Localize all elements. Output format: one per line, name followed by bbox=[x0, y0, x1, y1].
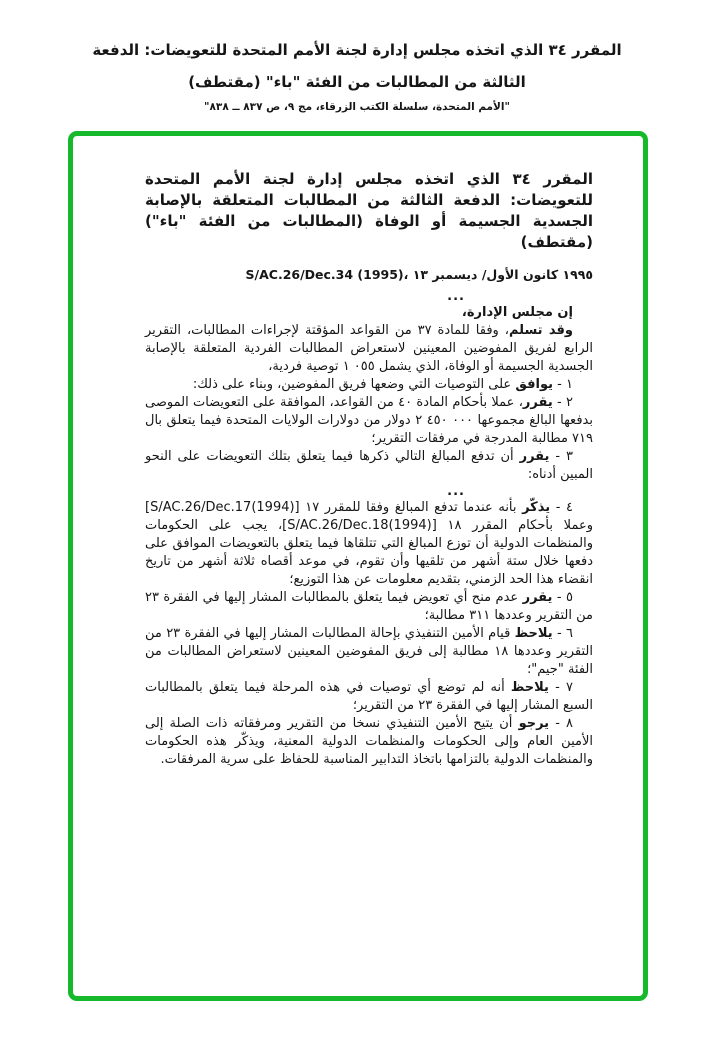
document-content bbox=[145, 169, 593, 769]
paragraph bbox=[145, 304, 593, 322]
paragraph-text: ، وفقا للمادة ٣٧ من القواعد المؤقتة لإجراءات المطالبات، التقرير الرابع لفريق المفوضين المعينين لاستعراض المطالبات الفردية المتعلقة بالإصابة الجسدية الجسيمة أو الوفاة، الذي يشمل ١ ٠٥٥ توصية فردية، bbox=[145, 323, 593, 374]
paragraph-text: ٢ - bbox=[552, 395, 573, 410]
paragraph-text: أن يتيح الأمين التنفيذي نسخا من التقرير ومرفقاته ذات الصلة إلى الأمين العام وإلى الحكومات والمنظمات الدولية المعنية، ويذكّر هذه الحكومات والمنظمات الدولية بالتزامها باتخاذ التدابير المناسبة للحفاظ على سرية المرفقات. bbox=[145, 716, 593, 767]
operative-word: يقرر bbox=[519, 449, 550, 464]
paragraph-text: ٦ - bbox=[552, 626, 573, 641]
page-header-line1: المقرر ٣٤ الذي اتخذه مجلس إدارة لجنة الأمم المتحدة للتعويضات: الدفعة bbox=[92, 41, 622, 59]
page-header-line2: الثالثة من المطالبات من الفئة "باء" (مقتطف) bbox=[188, 73, 526, 91]
paragraph bbox=[145, 589, 593, 625]
operative-word: يلاحظ bbox=[510, 680, 549, 695]
paragraph-text: قيام الأمين التنفيذي بإحالة المطالبات المشار إليها في الفقرة ٢٣ من التقرير وعددها ١٨ مطالبة إلى فريق المفوضين المعينين لاستعراض المطالبات من الفئة "جيم"؛ bbox=[145, 626, 593, 677]
operative-word: يلاحظ bbox=[514, 626, 553, 641]
ellipsis-separator: ... bbox=[447, 289, 465, 304]
document-body bbox=[145, 289, 593, 769]
operative-word: يقرر bbox=[522, 395, 553, 410]
source-citation: "الأمم المتحدة، سلسلة الكتب الزرقاء، مج ٩، ص ٨٣٧ ــ ٨٣٨" bbox=[204, 101, 510, 113]
paragraph-text: ١ - bbox=[553, 377, 573, 392]
paragraph bbox=[145, 625, 593, 679]
paragraph bbox=[145, 394, 593, 448]
paragraph-text: بأنه عندما تدفع المبالغ وفقا للمقرر ١٧ ‎[S/AC.26/Dec.17(1994)]‎ وعملا بأحكام المقرر ١٨ ‎[S/AC.26/Dec.18(1994)]‎، يجب على الحكومات والمنظمات الدولية أن توزع المبالغ التي تتلقاها فيما يتعلق بالتعويضات الموافق على دفعها خلال ستة أشهر من تلقيها وأن تقوم، في موعد أقصاه ثلاثة أشهر من تاريخ انقضاء هذا الحد الزمني، بتقديم معلومات عن هذا التوزيع؛ bbox=[145, 500, 593, 587]
operative-word: إن مجلس الإدارة، bbox=[461, 305, 573, 320]
paragraph-text: أن تدفع المبالغ التالي ذكرها فيما يتعلق بتلك التعويضات على النحو المبين أدناه: bbox=[145, 449, 593, 482]
ellipsis-separator: ... bbox=[447, 484, 465, 499]
paragraph-text: ٤ - bbox=[550, 500, 573, 515]
document-title: المقرر ٣٤ الذي اتخذه مجلس إدارة لجنة الأمم المتحدة للتعويضات: الدفعة الثالثة من المطالبات المتعلقة بالإصابة الجسدية الجسيمة أو الوفاة (المطالبات من الفئة "باء") (مقتطف) bbox=[145, 170, 593, 251]
paragraph-text: عدم منح أي تعويض فيما يتعلق بالمطالبات المشار إليها في الفقرة ٢٣ من التقرير وعددها ٣١١ مطالبة؛ bbox=[145, 590, 593, 623]
document-frame bbox=[68, 131, 648, 1001]
operative-word: يرجو bbox=[518, 716, 550, 731]
operative-word: يوافق bbox=[515, 377, 554, 392]
operative-word: يقرر bbox=[522, 590, 553, 605]
paragraph bbox=[145, 448, 593, 484]
operative-word: وقد تسلم bbox=[508, 323, 573, 338]
paragraph-text: ٣ - bbox=[549, 449, 573, 464]
paragraph-text: ٧ - bbox=[548, 680, 573, 695]
paragraph bbox=[145, 499, 593, 589]
paragraph-text: ، عملا بأحكام المادة ٤٠ من القواعد، الموافقة على التعويضات الموصى بدفعها البالغ مجموعها ٢ ٤٥٠ ٠٠٠ دولار من دولارات الولايات المتحدة فيما يتعلق بال ٧١٩ مطالبة المدرجة في مرفقات التقرير؛ bbox=[145, 395, 593, 446]
operative-word: يذكّر bbox=[522, 500, 551, 515]
page-header bbox=[0, 34, 714, 113]
paragraph-text: على التوصيات التي وضعها فريق المفوضين، وبناء على ذلك: bbox=[192, 377, 516, 392]
paragraph-text: ٥ - bbox=[552, 590, 573, 605]
paragraph bbox=[145, 376, 593, 394]
paragraph bbox=[145, 715, 593, 769]
paragraph bbox=[145, 679, 593, 715]
paragraph-text: أنه لم توضع أي توصيات في هذه المرحلة فيما يتعلق بالمطالبات السبع المشار إليها في الفقرة ٢٣ من التقرير؛ bbox=[145, 680, 593, 713]
paragraph bbox=[145, 322, 593, 376]
paragraph-text: ٨ - bbox=[549, 716, 573, 731]
document-reference: S/AC.26/Dec.34 (1995)، ١٣ ‎كانون الأول/ ديسمبر‎ ١٩٩٥ bbox=[245, 267, 593, 282]
